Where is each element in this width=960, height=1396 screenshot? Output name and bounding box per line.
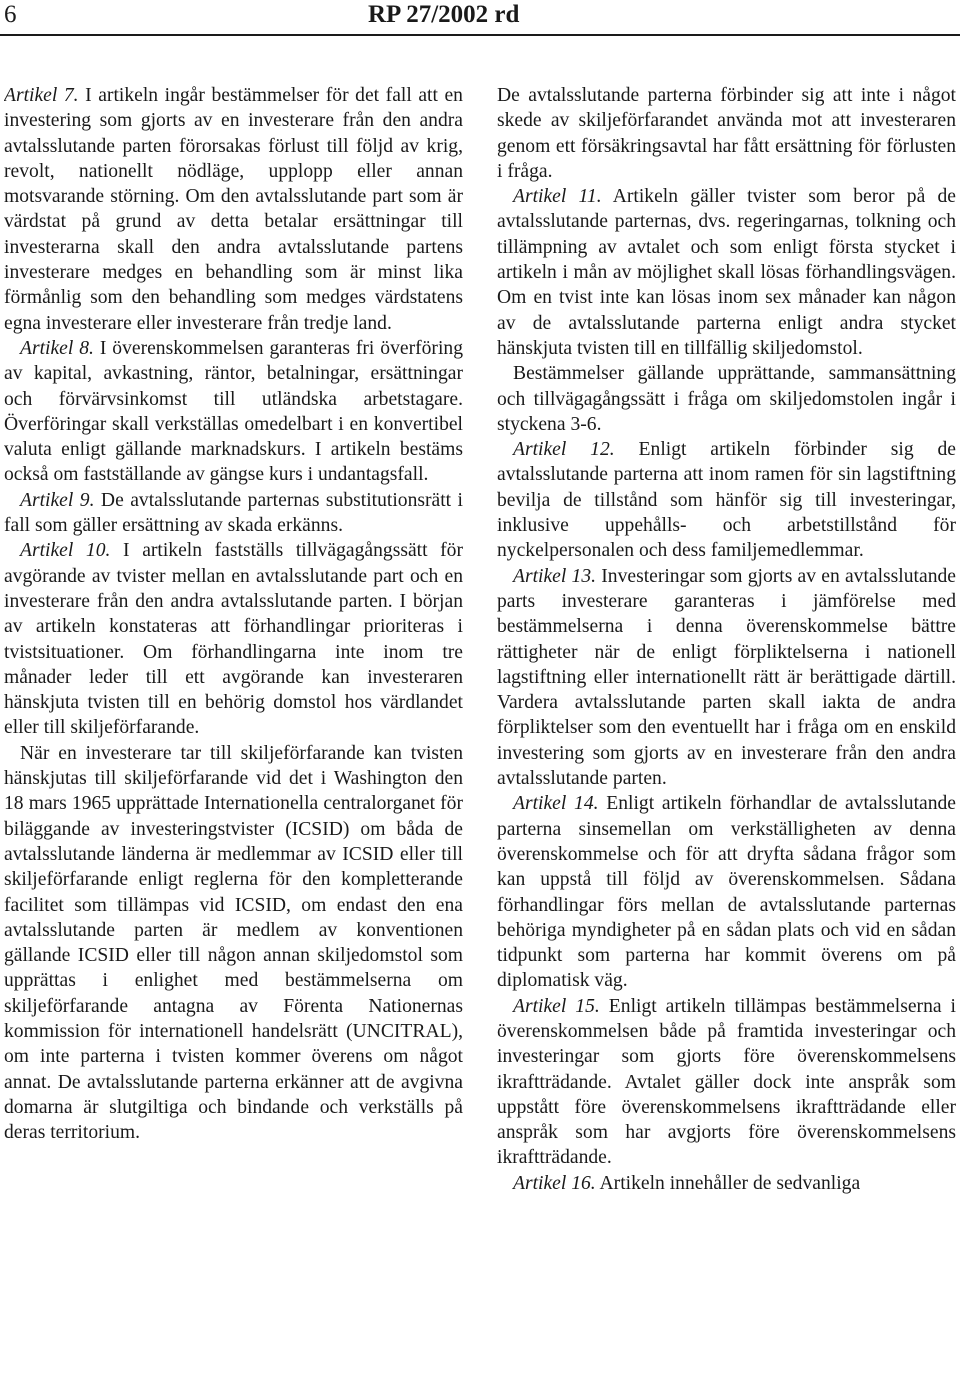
- document-id: RP 27/2002 rd: [368, 1, 520, 28]
- paragraph-artikel-14: [497, 791, 956, 993]
- article-heading: Artikel 16.: [513, 1172, 596, 1194]
- article-heading: Artikel 14.: [513, 793, 599, 815]
- paragraph-artikel-7: [4, 83, 463, 336]
- paragraph-artikel-9: [4, 488, 463, 539]
- paragraph-text: Enligt artikeln förbinder sig de avtalsslutande parterna att inom ramen för sin lagstiftning bevilja de tillstånd som hänför sig till investeringar, inklusive uppehålls- och arbetstillstånd för nyckelpersonalen och dess familjemedlemmar.: [497, 439, 956, 562]
- paragraph-artikel-12: [497, 437, 956, 563]
- paragraph-arbitration: [4, 741, 463, 1146]
- paragraph-text: De avtalsslutande parterna förbinder sig att inte i något skede av skiljeförfarandet använda mot att investeraren genom ett försäkringsavtal har fått ersättning för förlusten i fråga.: [497, 85, 956, 182]
- paragraph-text: I artikeln fastställs tillvägagångssätt för avgörande av tvister mellan en avtalsslutande part och en investerare från den andra avtalsslutande parten. I början av artikeln konstateras att förhandlingar prioriteras i tvistsituationer. Om förhandlingarna inte inom tre månader leder till ett avgörande kan investeraren hänskjuta tvisten till en behörig domstol hos värdlandet eller till skiljeförfarande.: [4, 540, 463, 739]
- page-header: [0, 0, 960, 36]
- paragraph-text: Bestämmelser gällande upprättande, sammansättning och tillvägagångssätt i fråga om skiljedomstolen ingår i styckena 3-6.: [497, 363, 956, 435]
- article-heading: Artikel 12.: [513, 439, 615, 461]
- paragraph-text: Artikeln innehåller de sedvanliga: [595, 1172, 861, 1194]
- paragraph-artikel-10: [4, 538, 463, 740]
- page-number: 6: [4, 1, 17, 28]
- right-column: [497, 83, 956, 1373]
- paragraph-text: Artikeln gäller tvister som beror på de avtalsslutande parternas, dvs. regeringarnas, tolkning och tillämpning av avtalet och som enligt första stycket i artikeln i mån av möjlighet skall lösas förhandlingsvägen. Om en tvist inte kan lösas inom sex månader kan någon av de avtalsslutande parterna enligt andra stycket hänskjuta tvisten till en tillfällig skiljedomstol.: [497, 186, 956, 359]
- paragraph-artikel-13: [497, 564, 956, 792]
- article-heading: Artikel 10.: [20, 540, 111, 562]
- paragraph-artikel-8: [4, 336, 463, 488]
- paragraph-text: Enligt artikeln förhandlar de avtalsslutande parterna sinsemellan om verkställigheten av denna överenskommelse och för att dryfta sådana frågor som kan uppstå till följd av överenskommelsen. Sådana förhandlingar förs mellan de avtalsslutande parternas behöriga myndigheter på en sådan plats och vid en sådan tidpunkt som parterna har kommit överens om på diplomatisk väg.: [497, 793, 956, 992]
- article-heading: Artikel 15.: [513, 995, 600, 1017]
- article-heading: Artikel 7.: [4, 85, 79, 106]
- paragraph-continuation: [497, 83, 956, 184]
- paragraph-tribunal: [497, 361, 956, 437]
- article-heading: Artikel 9.: [20, 489, 95, 511]
- paragraph-text: De avtalsslutande parternas substitutionsrätt i fall som gäller ersättning av skada erkänns.: [4, 489, 463, 537]
- paragraph-text: När en investerare tar till skiljeförfarande kan tvisten hänskjutas till skiljeförfarande vid det i Washington den 18 mars 1965 upprättade Internationella centralorganet för biläggande av investeringstvister (ICSID) om båda de avtalsslutande länderna är medlemmar av ICSID eller till skiljeförfarande enligt reglerna för den kompletterande facilitet som tillämpas vid ICSID, om endast den ena avtalsslutande parten är medlem av konventionen gällande ICSID eller till någon annan skiljedomstol som upprättas i enlighet med bestämmelserna om skiljeförfarande antagna av Förenta Nationernas kommission för internationell handelsrätt (UNCITRAL), om inte parterna i tvisten kommer överens om något annat. De avtalsslutande parterna erkänner att de avgivna domarna är slutgiltiga och bindande och verkställs på deras territorium.: [4, 742, 463, 1144]
- left-column: [4, 83, 463, 1396]
- header-rule: [0, 34, 960, 36]
- article-heading: Artikel 11.: [513, 186, 602, 208]
- article-heading: Artikel 8.: [20, 337, 94, 359]
- paragraph-text: I artikeln ingår bestämmelser för det fall att en investering som gjorts av en investerare från den andra avtalsslutande parten förorsakas förlust till följd av krig, revolt, nationellt nödläge, upplopp eller annan motsvarande störning. Om den avtalsslutande part som är värdstat på grund av detta betalar ersättningar till investerarna skall den andra avtalsslutande partens investerare medges en behandling som är minst lika förmånlig som den behandling som medges värdstatens egna investerare eller investerare från tredje land.: [4, 85, 463, 334]
- paragraph-artikel-16: [497, 1171, 956, 1196]
- paragraph-artikel-15: [497, 994, 956, 1171]
- article-heading: Artikel 13.: [513, 565, 597, 587]
- paragraph-text: I överenskommelsen garanteras fri överföring av kapital, avkastning, räntor, betalningar, ersättningar och förvärvsinkomst till utländska arbetstagare. Överföringar skall verkställas omedelbart i en konvertibel valuta enligt gällande marknadskurs. I artikeln bestäms också om fastställande av gängse kurs i undantagsfall.: [4, 337, 463, 486]
- paragraph-artikel-11: [497, 184, 956, 361]
- paragraph-text: Investeringar som gjorts av en avtalsslutande parts investerare garanteras i jämförelse med bestämmelserna i denna överenskommelse bättre rättigheter när de enligt förpliktelserna i nationell lagstiftning eller internationellt rätt är berättigade därtill. Vardera avtalsslutande parten skall iakta de andra förpliktelser som den eventuellt har i fråga om en enskild investering som gjorts av en investerare från den andra avtalsslutande parten.: [497, 565, 956, 790]
- paragraph-text: Enligt artikeln tillämpas bestämmelserna i överenskommelsen både på framtida investeringar och investeringar som gjorts före överenskommelsens ikraftträdande. Avtalet gäller dock inte anspråk som uppstått före överenskommelsens ikraftträdande eller anspråk som har avgjorts före överenskommelsens ikraftträdande.: [497, 995, 956, 1169]
